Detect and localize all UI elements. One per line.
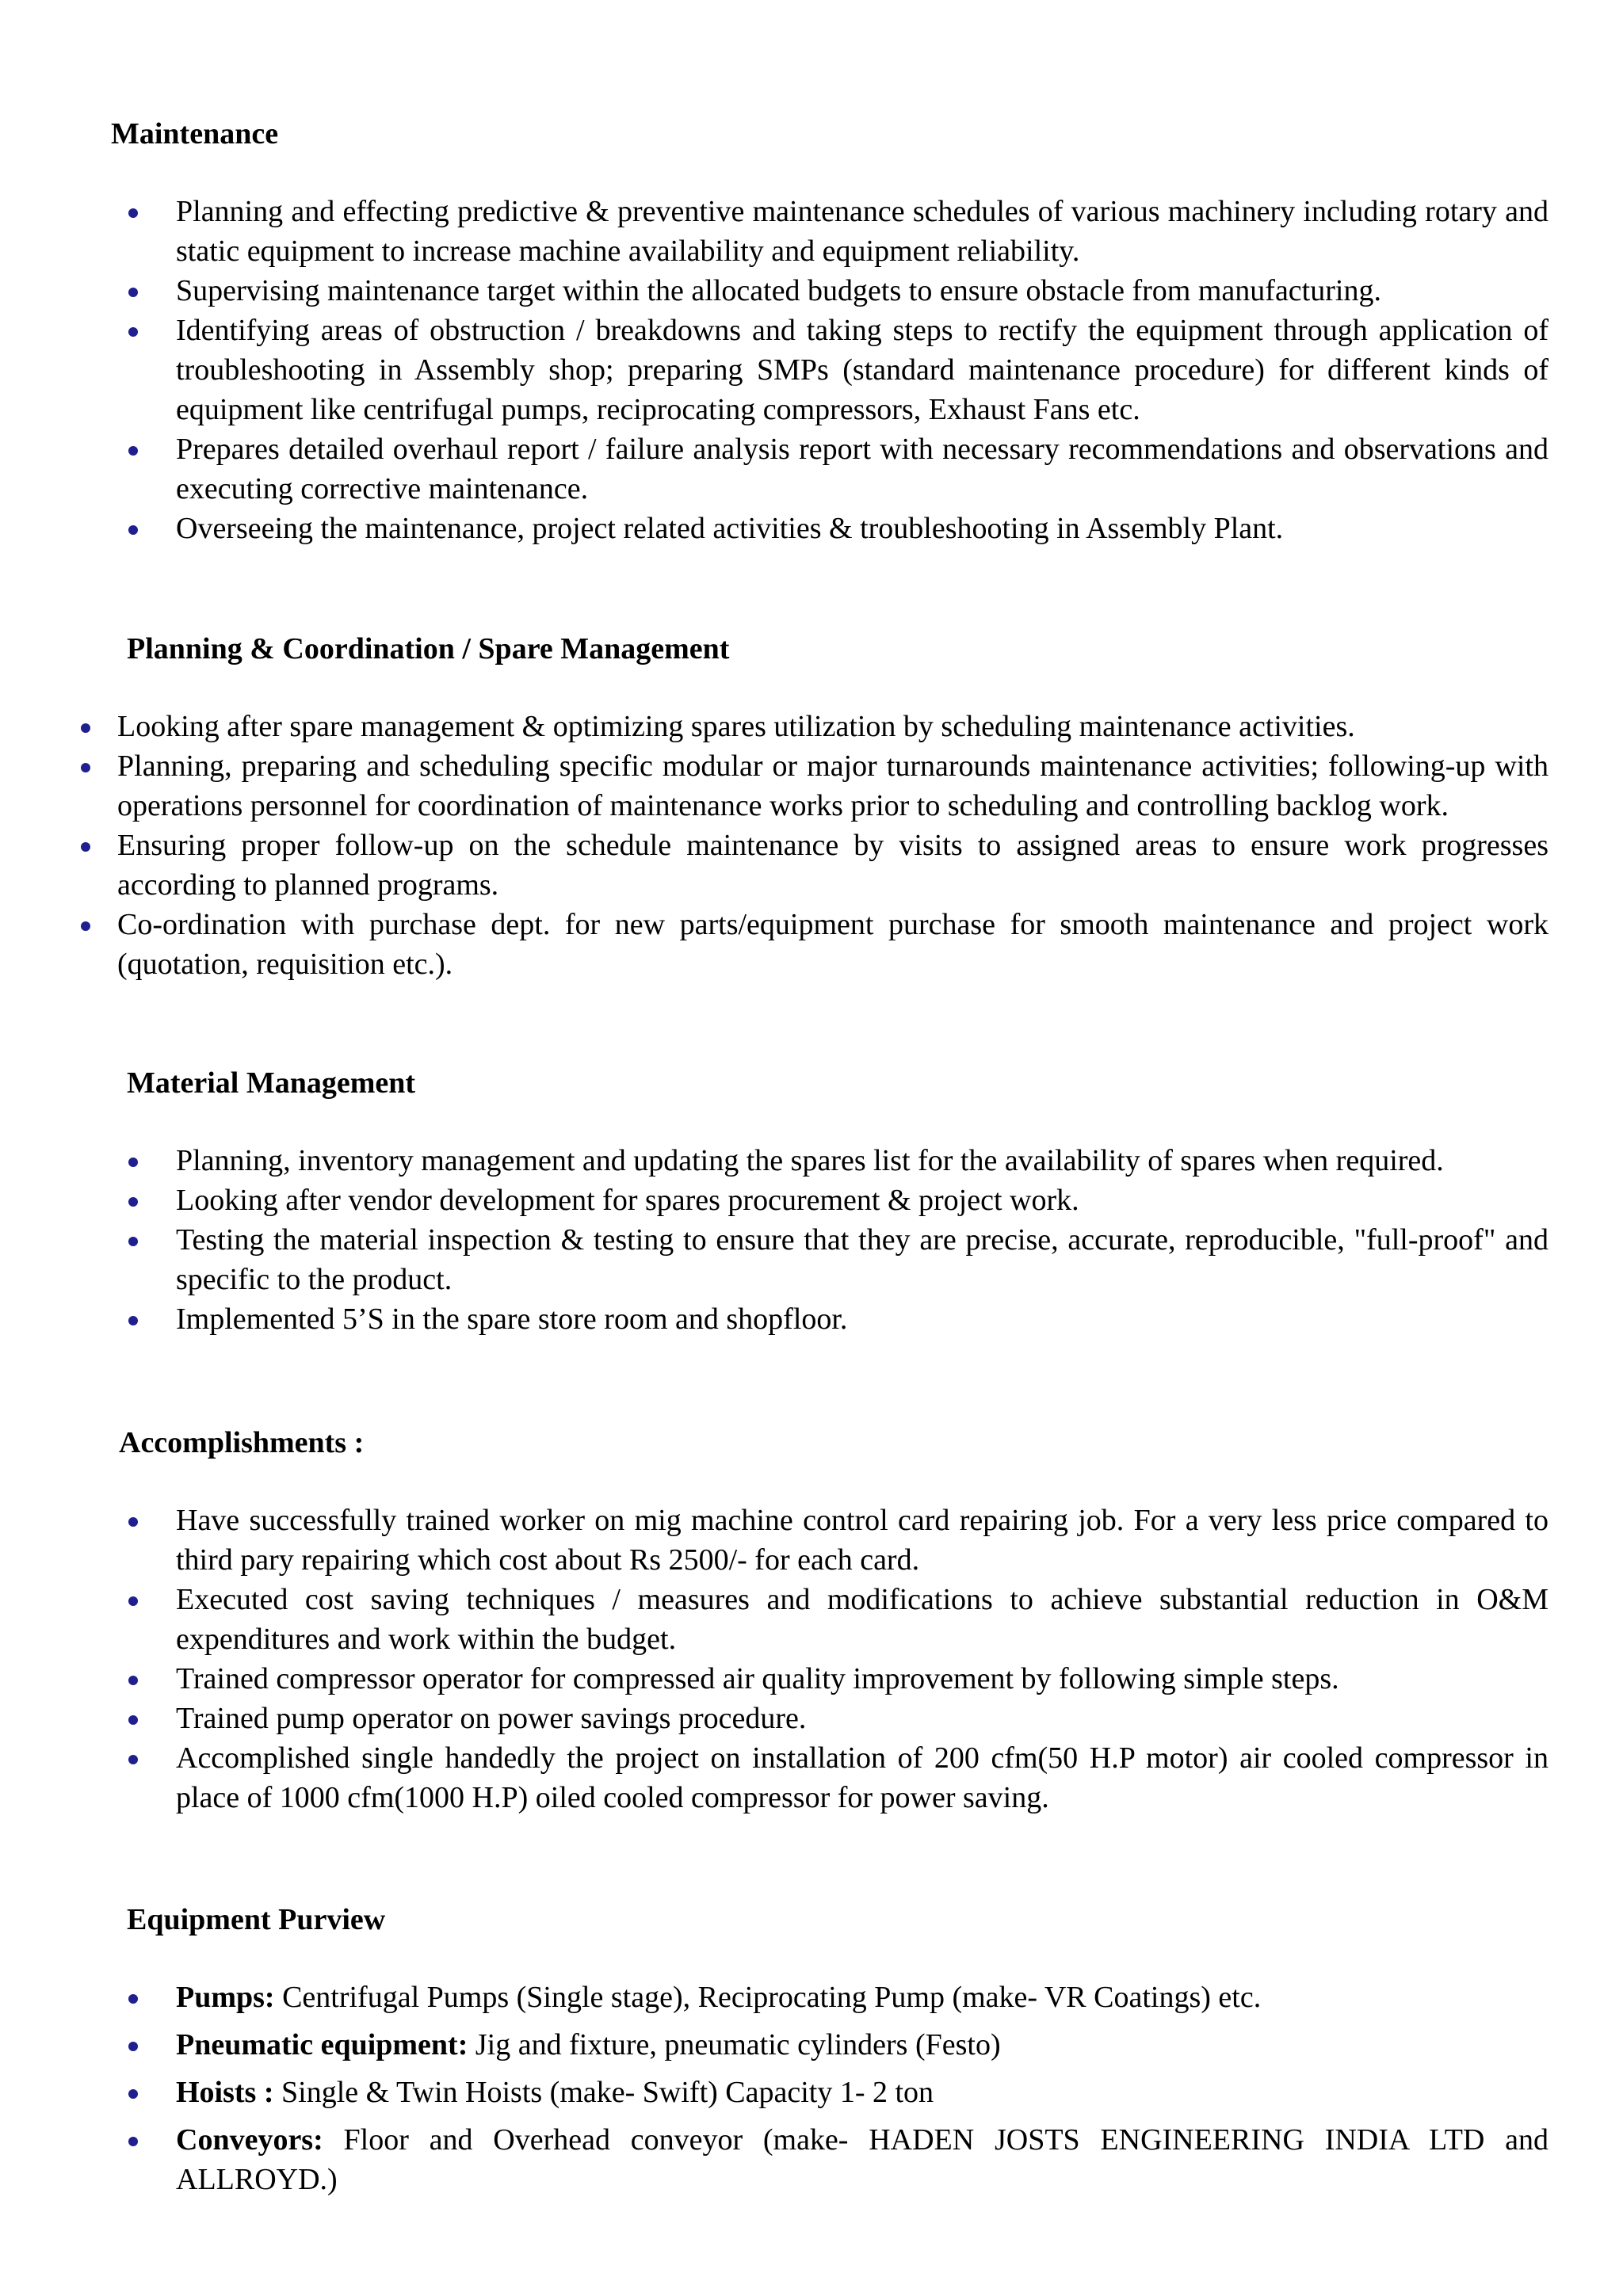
bullet-icon xyxy=(128,446,138,456)
list-item: Trained compressor operator for compressed air quality improvement by following simple steps. xyxy=(176,1659,1549,1699)
equipment-label: Pumps: xyxy=(176,1981,275,2014)
equipment-label: Conveyors: xyxy=(176,2123,323,2157)
bullet-icon xyxy=(81,723,90,733)
maintenance-section xyxy=(0,116,1623,548)
list-item: Overseeing the maintenance, project related activities & troubleshooting in Assembly Plant. xyxy=(176,509,1549,548)
bullet-icon xyxy=(128,208,138,218)
list-item: Planning and effecting predictive & preventive maintenance schedules of various machinery including rotary and static equipment to increase machine availability and equipment reliability. xyxy=(176,192,1549,271)
accomplishments-heading: Accomplishments : xyxy=(119,1426,365,1459)
list-item: Pneumatic equipment: Jig and fixture, pneumatic cylinders (Festo) xyxy=(176,2025,1549,2065)
planning-section xyxy=(0,631,1623,984)
bullet-icon xyxy=(128,1676,138,1685)
list-item: Looking after vendor development for spares procurement & project work. xyxy=(176,1180,1549,1220)
list-item: Have successfully trained worker on mig machine control card repairing job. For a very less price compared to third pary repairing which cost about Rs 2500/- for each card. xyxy=(176,1501,1549,1580)
list-item: Looking after spare management & optimizing spares utilization by scheduling maintenance activities. xyxy=(117,707,1549,746)
bullet-icon xyxy=(128,1237,138,1246)
material-section xyxy=(0,1065,1623,1339)
maintenance-list xyxy=(0,192,1623,548)
list-item: Hoists : Single & Twin Hoists (make- Swift) Capacity 1- 2 ton xyxy=(176,2073,1549,2112)
list-item: Conveyors: Floor and Overhead conveyor (make- HADEN JOSTS ENGINEERING INDIA LTD and ALLROYD.) xyxy=(176,2120,1549,2199)
list-item: Supervising maintenance target within the allocated budgets to ensure obstacle from manufacturing. xyxy=(176,271,1549,311)
list-item: Trained pump operator on power savings procedure. xyxy=(176,1699,1549,1738)
list-item: Testing the material inspection & testing to ensure that they are precise, accurate, reproducible, "full-proof" and specific to the product. xyxy=(176,1220,1549,1299)
list-item: Identifying areas of obstruction / breakdowns and taking steps to rectify the equipment through application of troubleshooting in Assembly shop; preparing SMPs (standard maintenance procedure) for different kinds of equipment like centrifugal pumps, reciprocating compressors, Exhaust Fans etc. xyxy=(176,311,1549,429)
list-item: Planning, preparing and scheduling specific modular or major turnarounds maintenance activities; following-up with operations personnel for coordination of maintenance works prior to scheduling and controlling backlog work. xyxy=(117,746,1549,826)
list-item: Planning, inventory management and updating the spares list for the availability of spares when required. xyxy=(176,1141,1549,1180)
bullet-icon xyxy=(128,1994,138,2004)
material-heading: Material Management xyxy=(127,1066,416,1100)
list-item: Co-ordination with purchase dept. for new parts/equipment purchase for smooth maintenance and project work (quotation, requisition etc.). xyxy=(117,905,1549,984)
list-item: Accomplished single handedly the project on installation of 200 cfm(50 H.P motor) air cooled compressor in place of 1000 cfm(1000 H.P) oiled cooled compressor for power saving. xyxy=(176,1738,1549,1817)
bullet-icon xyxy=(128,1755,138,1764)
list-item: Prepares detailed overhaul report / failure analysis report with necessary recommendations and observations and executing corrective maintenance. xyxy=(176,429,1549,509)
bullet-icon xyxy=(128,2137,138,2146)
list-item: Executed cost saving techniques / measures and modifications to achieve substantial reduction in O&M expenditures and work within the budget. xyxy=(176,1580,1549,1659)
equipment-label: Pneumatic equipment: xyxy=(176,2028,468,2061)
planning-list xyxy=(0,707,1623,984)
list-item: Pumps: Centrifugal Pumps (Single stage), Reciprocating Pump (make- VR Coatings) etc. xyxy=(176,1978,1549,2017)
bullet-icon xyxy=(128,1715,138,1725)
equipment-heading: Equipment Purview xyxy=(127,1903,386,1936)
bullet-icon xyxy=(128,2042,138,2051)
planning-heading: Planning & Coordination / Spare Management xyxy=(127,632,730,666)
maintenance-heading: Maintenance xyxy=(111,117,279,151)
equipment-section xyxy=(0,1901,1623,2207)
bullet-icon xyxy=(81,763,90,772)
list-item: Ensuring proper follow-up on the schedule maintenance by visits to assigned areas to ensure work progresses according to planned programs. xyxy=(117,826,1549,905)
bullet-icon xyxy=(128,1517,138,1527)
bullet-icon xyxy=(128,288,138,297)
bullet-icon xyxy=(128,1197,138,1207)
bullet-icon xyxy=(81,842,90,852)
bullet-icon xyxy=(128,1596,138,1606)
material-list xyxy=(0,1141,1623,1339)
bullet-icon xyxy=(128,327,138,337)
bullet-icon xyxy=(128,1316,138,1325)
accomplishments-list xyxy=(0,1501,1623,1817)
bullet-icon xyxy=(128,2089,138,2099)
bullet-icon xyxy=(81,921,90,931)
equipment-label: Hoists : xyxy=(176,2076,274,2109)
list-item: Implemented 5’S in the spare store room and shopfloor. xyxy=(176,1299,1549,1339)
bullet-icon xyxy=(128,525,138,535)
accomplishments-section xyxy=(0,1425,1623,1817)
bullet-icon xyxy=(128,1158,138,1167)
equipment-list xyxy=(0,1978,1623,2199)
